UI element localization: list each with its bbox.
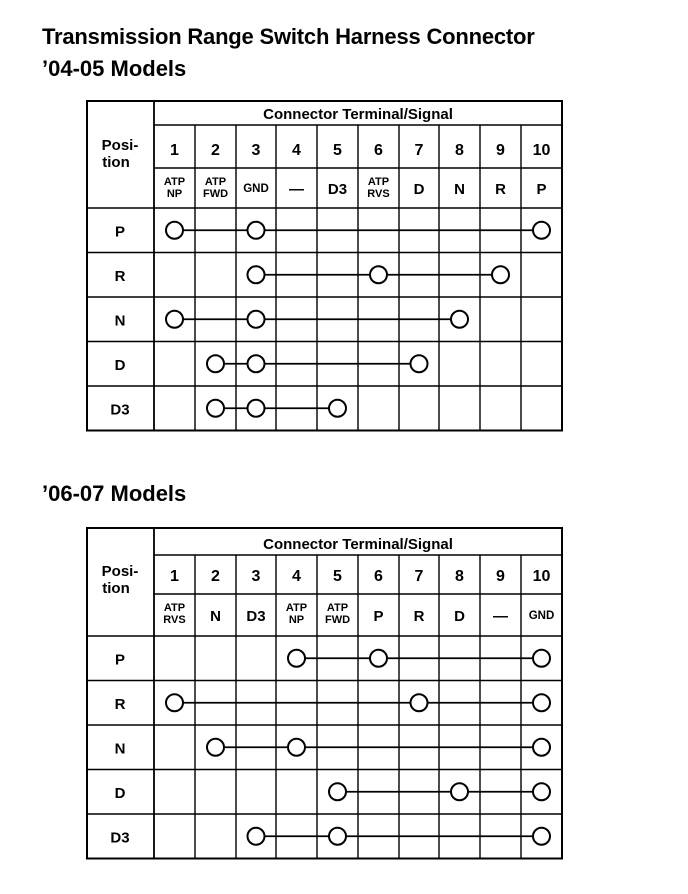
signal-label: — [289, 181, 304, 198]
signal-label: GND [243, 183, 269, 195]
position-p-label: P [114, 223, 126, 241]
position-n-label: N [114, 740, 126, 758]
terminal-connection-circle [329, 828, 346, 845]
signal-label: D [413, 181, 425, 198]
terminal-connection-circle [248, 828, 265, 845]
signal-label: N [210, 608, 221, 625]
terminal-connection-circle [533, 694, 550, 711]
signal-label: D3 [246, 608, 266, 625]
section-2-subtitle: ’06-07 Models [42, 481, 187, 506]
terminal-connection-circle [288, 650, 305, 667]
signal-label: ATP [163, 602, 186, 614]
signal-label: P [373, 608, 384, 625]
terminal-number: 3 [251, 142, 261, 159]
terminal-connection-circle [329, 783, 346, 800]
terminal-connection-circle [166, 694, 183, 711]
table-border [87, 528, 562, 859]
signal-label: ATP [204, 176, 227, 188]
connector-terminal-header: Connector Terminal/Signal [263, 106, 453, 123]
signal-label: NP [166, 188, 183, 200]
position-label: Posi- [101, 563, 139, 580]
terminal-connection-circle [370, 650, 387, 667]
terminal-connection-circle [451, 783, 468, 800]
terminal-number: 7 [414, 142, 424, 159]
terminal-number: 8 [455, 568, 464, 585]
signal-label: D [454, 608, 465, 625]
terminal-number: 1 [170, 568, 179, 585]
position-n-label: N [114, 312, 126, 330]
signal-label: ATP [326, 602, 349, 614]
position-r-label: R [114, 267, 126, 285]
terminal-connection-circle [288, 739, 305, 756]
signal-label: GND [528, 610, 555, 622]
terminal-connection-circle [207, 739, 224, 756]
position-d-label: D [114, 356, 126, 374]
terminal-connection-circle [411, 694, 428, 711]
signal-label: FWD [202, 188, 229, 200]
terminal-number: 10 [532, 568, 551, 585]
signal-label: ATP [163, 176, 186, 188]
terminal-number: 6 [374, 568, 383, 585]
terminal-number: 5 [333, 568, 342, 585]
signal-label: ATP [367, 176, 390, 188]
signal-label: P [536, 181, 547, 198]
terminal-number: 9 [496, 568, 505, 585]
signal-label: N [454, 181, 465, 198]
terminal-number: 7 [414, 568, 424, 585]
connector-terminal-header: Connector Terminal/Signal [263, 536, 453, 553]
terminal-number: 3 [251, 568, 261, 585]
page-title: Transmission Range Switch Harness Connector [42, 24, 535, 49]
signal-label: ATP [285, 602, 308, 614]
terminal-number: 6 [374, 142, 383, 159]
terminal-number: 4 [292, 142, 301, 159]
terminal-number: 5 [333, 142, 342, 159]
position-r-label: R [114, 695, 126, 713]
position-label: Posi- [101, 137, 139, 154]
terminal-number: 4 [292, 568, 301, 585]
terminal-connection-circle [533, 650, 550, 667]
signal-label: FWD [324, 614, 351, 626]
position-label: tion [102, 580, 130, 597]
terminal-connection-circle [533, 828, 550, 845]
terminal-number: 1 [170, 142, 179, 159]
signal-label: NP [288, 614, 305, 626]
terminal-connection-circle [533, 783, 550, 800]
section-1-subtitle: ’04-05 Models [42, 56, 187, 81]
signal-label: R [495, 181, 506, 198]
signal-label: RVS [163, 614, 186, 626]
terminal-number: 8 [455, 142, 464, 159]
terminal-number: 2 [211, 568, 220, 585]
terminal-connection-circle [533, 739, 550, 756]
position-d3-label: D3 [110, 401, 130, 419]
signal-label: RVS [367, 188, 390, 200]
terminal-number: 10 [532, 142, 551, 159]
terminal-number: 9 [496, 142, 505, 159]
position-p-label: P [114, 651, 126, 669]
position-d-label: D [114, 784, 126, 802]
position-label: tion [102, 154, 130, 171]
signal-label: — [493, 608, 508, 625]
terminal-number: 2 [211, 142, 220, 159]
signal-label: R [413, 608, 425, 625]
position-d3-label: D3 [110, 829, 130, 847]
signal-label: D3 [327, 181, 348, 198]
